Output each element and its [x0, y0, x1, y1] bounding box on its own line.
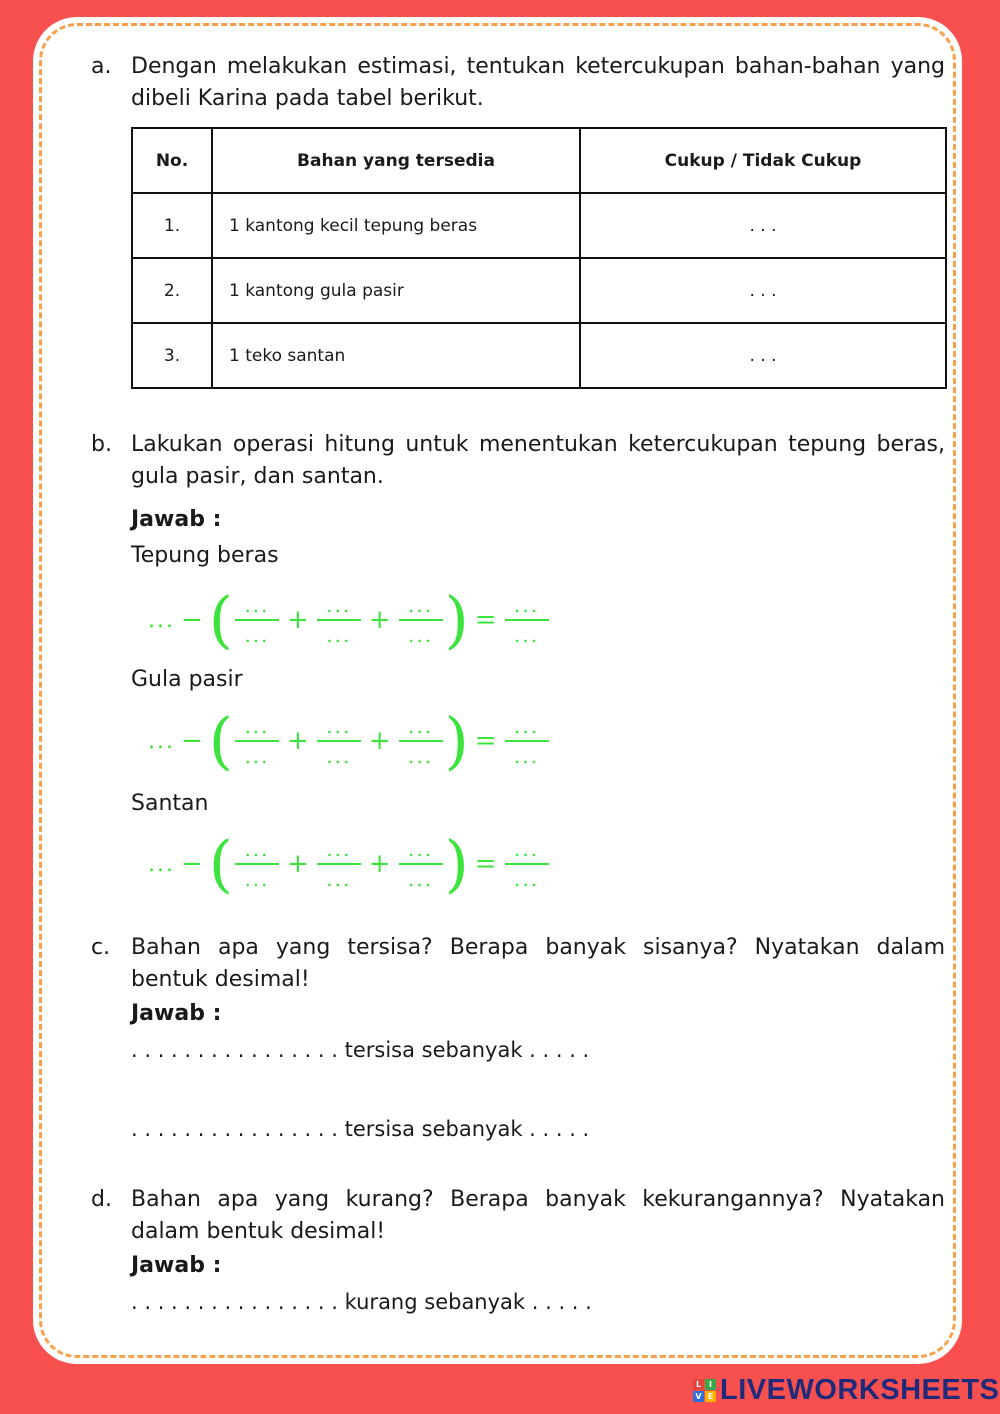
fraction-blank[interactable] [235, 838, 279, 890]
plus-sign: + [368, 849, 391, 879]
fraction-bar [399, 740, 443, 742]
numerator-blank[interactable]: ... [244, 714, 270, 738]
denominator-blank[interactable]: ... [514, 867, 540, 891]
denominator-blank[interactable]: ... [326, 623, 352, 647]
question-d-letter: d. [91, 1187, 112, 1212]
fraction-result-blank[interactable] [505, 715, 549, 767]
row-number: 2. [132, 258, 212, 323]
fraction-blank[interactable] [399, 594, 443, 646]
fraction-blank[interactable] [399, 838, 443, 890]
fraction-bar [505, 619, 549, 621]
blank-minuend[interactable]: ... [148, 607, 175, 633]
table-row [132, 193, 946, 258]
logo-letter: V [693, 1391, 704, 1402]
plus-sign: + [286, 605, 309, 635]
fraction-blank[interactable] [317, 594, 361, 646]
liveworksheets-brand[interactable] [693, 1375, 999, 1405]
fraction-bar [317, 863, 361, 865]
question-b-letter: b. [91, 432, 112, 457]
logo-letter: I [705, 1379, 716, 1390]
question-c-letter: c. [91, 935, 111, 960]
minus-sign: − [180, 849, 203, 879]
plus-sign: + [286, 726, 309, 756]
numerator-blank[interactable]: ... [514, 593, 540, 617]
close-paren: ) [444, 704, 469, 777]
open-paren: ( [208, 827, 233, 900]
question-c-jawab: Jawab : [131, 1001, 222, 1026]
row-status-blank[interactable]: . . . [580, 258, 946, 323]
numerator-blank[interactable]: ... [244, 593, 270, 617]
numerator-blank[interactable]: ... [408, 714, 434, 738]
equation-tepung-beras [148, 583, 551, 656]
row-item: 1 kantong kecil tepung beras [212, 193, 580, 258]
row-item: 1 teko santan [212, 323, 580, 388]
numerator-blank[interactable]: ... [326, 837, 352, 861]
equals-sign: = [474, 605, 497, 635]
liveworksheets-logo-icon [693, 1379, 716, 1402]
denominator-blank[interactable]: ... [514, 744, 540, 768]
numerator-blank[interactable]: ... [244, 837, 270, 861]
denominator-blank[interactable]: ... [514, 623, 540, 647]
denominator-blank[interactable]: ... [244, 867, 270, 891]
numerator-blank[interactable]: ... [514, 837, 540, 861]
minus-sign: − [180, 726, 203, 756]
table-header-item: Bahan yang tersedia [212, 128, 580, 193]
fraction-bar [399, 619, 443, 621]
table-header-no: No. [132, 128, 212, 193]
brand-text: LIVEWORKSHEETS [720, 1373, 1000, 1406]
question-b-text: Lakukan operasi hitung untuk menentukan ketercukupan tepung beras, gula pasir, dan santan. [131, 432, 945, 489]
fraction-blank[interactable] [317, 715, 361, 767]
table-header-status: Cukup / Tidak Cukup [580, 128, 946, 193]
logo-letter: L [693, 1379, 704, 1390]
answer-line-c-1[interactable]: . . . . . . . . . . . . . . . . tersisa sebanyak . . . . . [131, 1038, 590, 1062]
blank-minuend[interactable]: ... [148, 851, 175, 877]
equation-gula-pasir [148, 704, 551, 777]
denominator-blank[interactable]: ... [326, 867, 352, 891]
answer-line-c-2[interactable]: . . . . . . . . . . . . . . . . tersisa sebanyak . . . . . [131, 1117, 590, 1141]
question-d-text: Bahan apa yang kurang? Berapa banyak kekurangannya? Nyatakan dalam bentuk desimal! [131, 1187, 945, 1244]
fraction-bar [235, 740, 279, 742]
row-number: 3. [132, 323, 212, 388]
fraction-bar [317, 619, 361, 621]
numerator-blank[interactable]: ... [326, 714, 352, 738]
materials-table [131, 127, 947, 389]
label-gula-pasir: Gula pasir [131, 667, 243, 692]
label-santan: Santan [131, 791, 209, 816]
numerator-blank[interactable]: ... [514, 714, 540, 738]
fraction-bar [235, 863, 279, 865]
question-d-jawab: Jawab : [131, 1253, 222, 1278]
fraction-blank[interactable] [399, 715, 443, 767]
question-a-letter: a. [91, 54, 112, 79]
close-paren: ) [444, 827, 469, 900]
numerator-blank[interactable]: ... [326, 593, 352, 617]
row-item: 1 kantong gula pasir [212, 258, 580, 323]
equation-santan [148, 827, 551, 900]
fraction-bar [399, 863, 443, 865]
table-row [132, 258, 946, 323]
fraction-blank[interactable] [235, 715, 279, 767]
open-paren: ( [208, 704, 233, 777]
minus-sign: − [180, 605, 203, 635]
open-paren: ( [208, 583, 233, 656]
fraction-blank[interactable] [317, 838, 361, 890]
logo-letter: E [705, 1391, 716, 1402]
row-status-blank[interactable]: . . . [580, 193, 946, 258]
numerator-blank[interactable]: ... [408, 593, 434, 617]
denominator-blank[interactable]: ... [244, 623, 270, 647]
fraction-result-blank[interactable] [505, 594, 549, 646]
fraction-bar [317, 740, 361, 742]
fraction-blank[interactable] [235, 594, 279, 646]
label-tepung-beras: Tepung beras [131, 543, 279, 568]
denominator-blank[interactable]: ... [408, 867, 434, 891]
table-header-row [132, 128, 946, 193]
row-status-blank[interactable]: . . . [580, 323, 946, 388]
question-b-jawab: Jawab : [131, 507, 222, 532]
plus-sign: + [368, 605, 391, 635]
numerator-blank[interactable]: ... [408, 837, 434, 861]
denominator-blank[interactable]: ... [408, 623, 434, 647]
question-a-text: Dengan melakukan estimasi, tentukan ketercukupan bahan-bahan yang dibeli Karina pada tabel berikut. [131, 54, 945, 111]
fraction-bar [505, 863, 549, 865]
answer-line-d-1[interactable]: . . . . . . . . . . . . . . . . kurang sebanyak . . . . . [131, 1290, 592, 1314]
question-c-text: Bahan apa yang tersisa? Berapa banyak sisanya? Nyatakan dalam bentuk desimal! [131, 935, 945, 992]
denominator-blank[interactable]: ... [408, 744, 434, 768]
equals-sign: = [474, 849, 497, 879]
plus-sign: + [368, 726, 391, 756]
equals-sign: = [474, 726, 497, 756]
blank-minuend[interactable]: ... [148, 728, 175, 754]
denominator-blank[interactable]: ... [244, 744, 270, 768]
fraction-bar [505, 740, 549, 742]
close-paren: ) [444, 583, 469, 656]
table-row [132, 323, 946, 388]
row-number: 1. [132, 193, 212, 258]
denominator-blank[interactable]: ... [326, 744, 352, 768]
fraction-bar [235, 619, 279, 621]
plus-sign: + [286, 849, 309, 879]
fraction-result-blank[interactable] [505, 838, 549, 890]
